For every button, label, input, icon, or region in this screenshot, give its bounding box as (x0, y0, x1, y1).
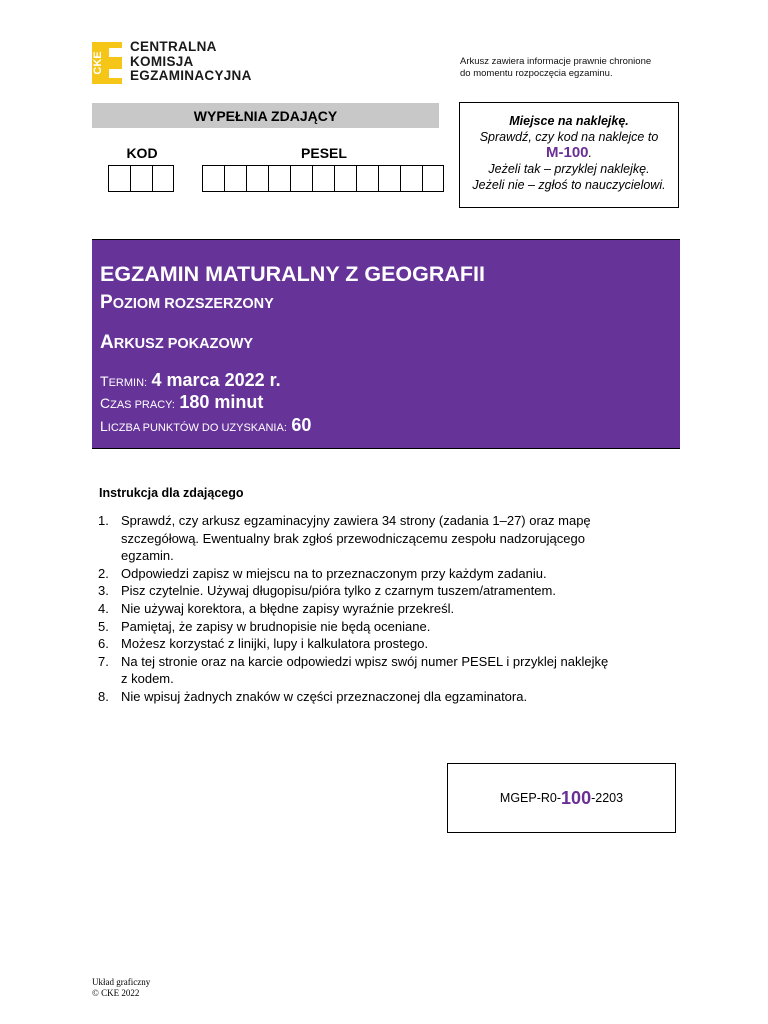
sticker-yes-text: Jeżeli tak – przyklej naklejkę. (488, 162, 650, 176)
sticker-title: Miejsce na naklejkę. (509, 114, 629, 128)
notice-line-2: do momentu rozpoczęcia egzaminu. (460, 68, 613, 79)
footer-credit (92, 977, 150, 999)
instruction-number: 1. (98, 513, 109, 528)
exam-level (100, 292, 274, 314)
instruction-line: Pamiętaj, że zapisy w brudnopisie nie będą oceniane. (121, 618, 431, 634)
instruction-item (98, 618, 668, 636)
kod-input[interactable] (108, 165, 174, 192)
instruction-number: 7. (98, 653, 109, 669)
logo-wordmark (130, 40, 252, 84)
pesel-cell[interactable] (400, 165, 422, 192)
instruction-line: egzamin. (121, 548, 174, 564)
instruction-line: Na tej stronie oraz na karcie odpowiedzi wpisz swój numer PESEL i przyklej naklejkę (121, 653, 609, 669)
kod-cell[interactable] (108, 165, 130, 192)
pesel-cell[interactable] (356, 165, 378, 192)
pesel-cell[interactable] (268, 165, 290, 192)
instruction-item (98, 653, 668, 688)
candidate-section-title: WYPEŁNIA ZDAJĄCY (92, 103, 439, 128)
sticker-code-line (460, 145, 678, 161)
exam-title: EGZAMIN MATURALNY Z GEOGRAFII (100, 262, 485, 286)
instruction-line: Sprawdź, czy arkusz egzaminacyjny zawiera 34 strony (zadania 1–27) oraz mapę (121, 513, 591, 528)
sticker-code-suffix: . (588, 146, 592, 160)
instruction-text (121, 565, 668, 583)
instruction-text (121, 618, 668, 636)
pesel-input[interactable] (202, 165, 444, 192)
exam-points-value: 60 (291, 415, 312, 435)
instruction-text (121, 653, 668, 688)
exam-sheet-type (100, 332, 253, 354)
instruction-number: 4. (98, 600, 109, 616)
sticker-area[interactable] (459, 102, 679, 208)
pesel-cell[interactable] (224, 165, 246, 192)
instruction-line: Odpowiedzi zapisz w miejscu na to przeznaczonym przy każdym zadaniu. (121, 565, 547, 581)
svg-text:CKE: CKE (92, 51, 104, 75)
exam-level-initial: P (100, 292, 113, 313)
footer-line-1: Układ graficzny (92, 977, 151, 987)
pesel-cell[interactable] (202, 165, 224, 192)
logo-line-2: KOMISJA (130, 53, 194, 69)
exam-level-rest: OZIOM ROZSZERZONY (112, 296, 274, 312)
sticker-check-text: Sprawdź, czy kod na naklejce to (479, 130, 659, 144)
legal-notice (460, 56, 651, 80)
pesel-cell[interactable] (246, 165, 268, 192)
instruction-text (121, 512, 668, 565)
instruction-text (121, 582, 668, 600)
instruction-line: Nie wpisuj żadnych znaków w części przeznaczonej dla egzaminatora. (121, 688, 528, 704)
instruction-text (121, 688, 668, 706)
exam-date-label-rest: ERMIN: (108, 377, 148, 389)
instruction-line: Pisz czytelnie. Używaj długopisu/pióra tylko z czarnym tuszem/atramentem. (121, 583, 556, 599)
footer-line-2: © CKE 2022 (92, 988, 140, 998)
exam-code-box (447, 763, 676, 833)
exam-points-row (100, 415, 311, 436)
pesel-cell[interactable] (312, 165, 334, 192)
instruction-item (98, 582, 668, 600)
instructions-list (98, 512, 668, 706)
sticker-no-text: Jeżeli nie – zgłoś to nauczycielowi. (472, 178, 666, 192)
instruction-number: 6. (98, 636, 109, 652)
instruction-number: 8. (98, 688, 109, 704)
kod-label: KOD (126, 145, 158, 161)
exam-duration-value: 180 minut (179, 392, 264, 412)
sheet-type-rest: RKUSZ POKAZOWY (113, 336, 254, 352)
kod-cell[interactable] (130, 165, 152, 192)
logo-line-3: EGZAMINACYJNA (130, 68, 252, 83)
instruction-number: 5. (98, 618, 109, 634)
sticker-code: M-100 (545, 144, 589, 161)
exam-date-label-initial: T (100, 373, 109, 389)
instruction-line: szczegółową. Ewentualny brak zgłoś przewodniczącemu zespołu nadzorującego (121, 530, 585, 546)
exam-banner (92, 239, 680, 449)
instruction-line: Nie używaj korektora, a błędne zapisy wyraźnie przekreśl. (121, 600, 455, 616)
cke-logo-icon (92, 42, 122, 84)
exam-points-label-initial: L (100, 418, 108, 434)
pesel-cell[interactable] (290, 165, 312, 192)
instruction-line: Możesz korzystać z linijki, lupy i kalkulatora prostego. (121, 636, 429, 652)
pesel-cell[interactable] (378, 165, 400, 192)
instruction-text (121, 600, 668, 618)
instruction-item (98, 565, 668, 583)
pesel-cell[interactable] (334, 165, 356, 192)
instructions-title: Instrukcja dla zdającego (99, 486, 244, 500)
kod-cell[interactable] (152, 165, 174, 192)
logo-line-1: CENTRALNA (130, 39, 217, 54)
instruction-number: 3. (98, 583, 109, 599)
instruction-number: 2. (98, 565, 109, 581)
exam-date-row (100, 370, 281, 391)
pesel-label: PESEL (301, 145, 347, 161)
sheet-type-initial: A (100, 332, 114, 353)
exam-date-value: 4 marca 2022 r. (151, 370, 281, 390)
instruction-text (121, 635, 668, 653)
exam-code-number: 100 (561, 787, 592, 808)
instruction-item (98, 635, 668, 653)
instruction-item (98, 688, 668, 706)
notice-line-1: Arkusz zawiera informacje prawnie chronione (460, 56, 652, 67)
exam-duration-row (100, 392, 263, 413)
pesel-cell[interactable] (422, 165, 444, 192)
instruction-line: z kodem. (121, 671, 174, 687)
exam-points-label-rest: ICZBA PUNKTÓW DO UZYSKANIA: (107, 422, 287, 434)
exam-code-prefix: MGEP-R0- (499, 791, 562, 805)
exam-duration-label-initial: C (100, 395, 111, 411)
exam-code-suffix: -2203 (591, 791, 624, 805)
instruction-item (98, 600, 668, 618)
instruction-item (98, 512, 668, 565)
exam-duration-label-rest: ZAS PRACY: (110, 399, 175, 411)
